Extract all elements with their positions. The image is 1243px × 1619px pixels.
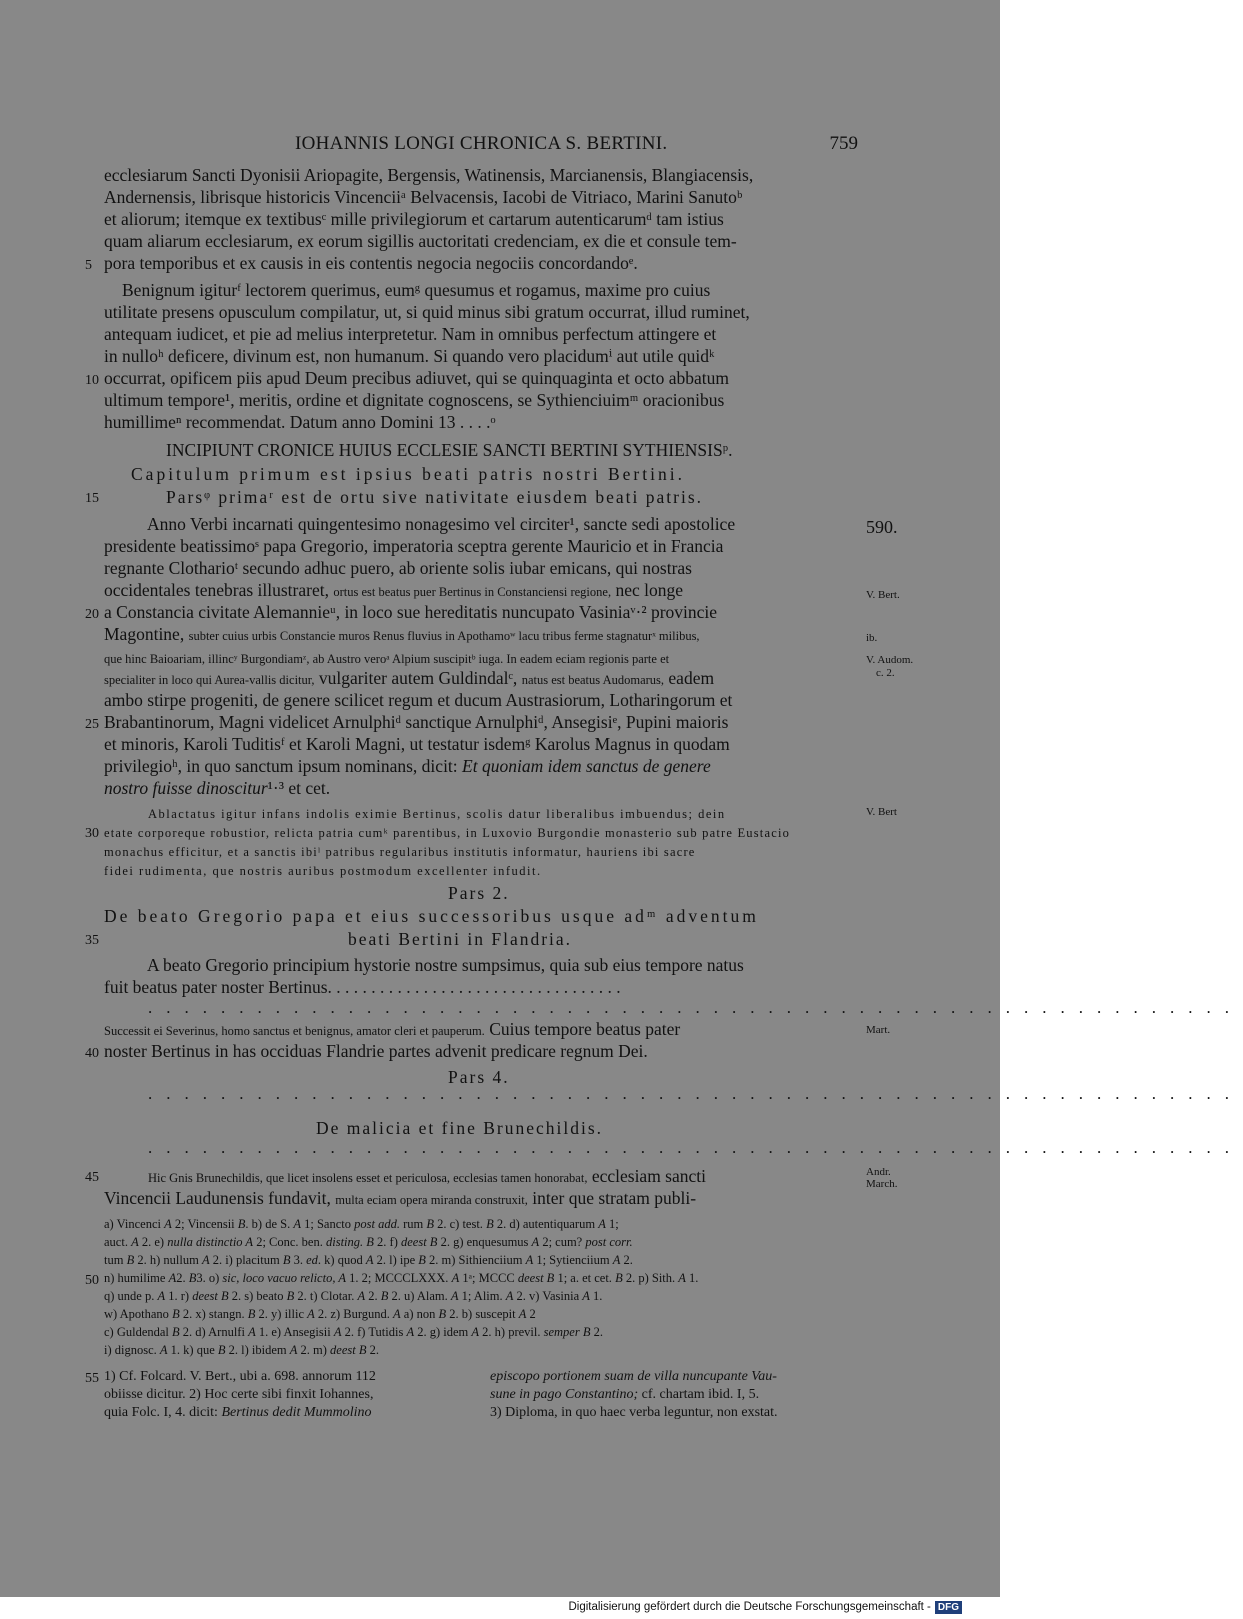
text-line: et aliorum; itemque ex textibusᶜ mille privilegiorum et cartarum autenticarumᵈ tam istius bbox=[104, 209, 724, 229]
text-line: fidei rudimenta, que nostris auribus postmodum excellenter infudit. bbox=[104, 864, 542, 878]
text-line: i) dignosc. A 1. k) que B 2. l) ibidem A 2. m) deest B 2. bbox=[104, 1343, 379, 1357]
margin-note: ib. bbox=[866, 632, 878, 644]
text-line: Brabantinorum, Magni videlicet Arnulphiᵈ sanctique Arnulphiᵈ, Ansegisiᵉ, Pupini maioris bbox=[104, 712, 729, 732]
footer-credit: Digitalisierung gefördert durch die Deutsche Forschungsgemeinschaft - bbox=[568, 1601, 931, 1613]
text-line: Capitulum primum est ipsius beati patris nostri Bertini. bbox=[131, 464, 685, 484]
text-line: specialiter in loco qui Aurea-vallis dicitur, vulgariter autem Guldindalᶜ, natus est beatus Audomarus, eadem bbox=[104, 668, 715, 688]
line-number: 15 bbox=[85, 491, 99, 506]
text-line: quam aliarum ecclesiarum, ex eorum sigillis auctoritati credenciam, ex die et consule tem- bbox=[104, 231, 737, 251]
text-line: tum B 2. h) nullum A 2. i) placitum B 3. ed. k) quod A 2. l) ipe B 2. m) Sithienciium A 1; Sytienciium A 2. bbox=[104, 1253, 633, 1267]
text-line: Hic Gnis Brunechildis, que licet insolens esset et periculosa, ecclesias tamen honorabat, ecclesiam sancti bbox=[148, 1166, 707, 1186]
line-number: 10 bbox=[85, 373, 99, 388]
text-line: humillimeⁿ recommendat. Datum anno Domini 13 . . . .ᵒ bbox=[104, 412, 496, 432]
text-line: et minoris, Karoli Tuditisᶠ et Karoli Magni, ut testatur isdemᵍ Karolus Magnus in quodam bbox=[104, 734, 730, 754]
text-line: w) Apothano B 2. x) stangn. B 2. y) illic A 2. z) Burgund. A a) non B 2. b) suscepit A 2 bbox=[104, 1307, 536, 1321]
text-line: a Constancia civitate Alemannieᵘ, in loco sue hereditatis nuncupato Vasiniaᵛ·² provincie bbox=[104, 602, 718, 622]
text-line: utilitate presens opusculum compilatur, ut, si quid minus sibi gratum occurrat, illud ruminet, bbox=[104, 302, 750, 322]
text-line: auct. A 2. e) nulla distinctio A 2; Conc. ben. disting. B 2. f) deest B 2. g) enquesumus A 2; cum? post corr. bbox=[104, 1235, 633, 1249]
line-number: 40 bbox=[85, 1046, 99, 1061]
text-line: n) humilime A2. B3. o) sic, loco vacuo relicto, A 1. 2; MCCCLXXX. A 1ᵃ; MCCC deest B 1; a. et cet. B 2. p) Sith. A 1. bbox=[104, 1271, 699, 1285]
ellipsis-row: ............................................................ bbox=[148, 998, 1243, 1017]
line-number: 25 bbox=[85, 717, 99, 732]
text-line: A beato Gregorio principium hystorie nostre sumpsimus, quia sub eius tempore natus bbox=[147, 955, 744, 975]
text-line: Benignum igiturᶠ lectorem querimus, eumᵍ quesumus et rogamus, maxime pro cuius bbox=[122, 280, 711, 300]
line-number: 30 bbox=[85, 826, 99, 841]
text-line: regnante Clotharioᵗ secundo adhuc puero, ab oriente solis iubar emicans, qui nostras bbox=[104, 558, 692, 578]
margin-note: V. Bert. bbox=[866, 589, 900, 601]
text-line: Pars 2. bbox=[448, 883, 510, 903]
page-number: 759 bbox=[829, 133, 858, 154]
text-line: quia Folc. I, 4. dicit: Bertinus dedit Mummolino bbox=[104, 1405, 372, 1420]
text-line: 1) Cf. Folcard. V. Bert., ubi a. 698. annorum 112 bbox=[104, 1369, 376, 1384]
running-header bbox=[0, 133, 1000, 157]
text-line: Pars 4. bbox=[448, 1067, 510, 1087]
line-number: 55 bbox=[85, 1371, 99, 1386]
text-line: Successit ei Severinus, homo sanctus et benignus, amator cleri et pauperum. Cuius tempore beatus pater bbox=[104, 1019, 681, 1039]
page-footer bbox=[0, 1597, 1000, 1619]
text-line: ambo stirpe progeniti, de genere scilicet regum et ducum Austrasiorum, Lotharingorum et bbox=[104, 690, 733, 710]
text-line: Vincencii Laudunensis fundavit, multa eciam opera miranda construxit, inter que stratam publi- bbox=[104, 1188, 697, 1208]
text-line: occidentales tenebras illustraret, ortus est beatus puer Bertinus in Constanciensi regione, nec longe bbox=[104, 580, 684, 600]
margin-note: Andr. bbox=[866, 1166, 891, 1178]
margin-note: 590. bbox=[866, 517, 898, 537]
text-line: a) Vincenci A 2; Vincensii B. b) de S. A 1; Sancto post add. rum B 2. c) test. B 2. d) autentiquarum A 1; bbox=[104, 1217, 619, 1231]
line-number: 35 bbox=[85, 933, 99, 948]
ellipsis-row: ............................................................ bbox=[148, 1084, 1243, 1103]
text-line: INCIPIUNT CRONICE HUIUS ECCLESIE SANCTI BERTINI SYTHIENSISᵖ. bbox=[166, 440, 733, 460]
line-number: 5 bbox=[85, 258, 92, 273]
margin-note: V. Audom. bbox=[866, 654, 914, 666]
text-line: fuit beatus pater noster Bertinus. . . . . . . . . . . . . . . . . . . . . . . . . . . . . . . . . . bbox=[104, 977, 621, 997]
line-number: 20 bbox=[85, 607, 99, 622]
text-line: monachus efficitur, et a sanctis ibiˡ patribus regularibus institutis informatur, hauriens ibi sacre bbox=[104, 845, 696, 859]
text-line: sune in pago Constantino; cf. chartam ibid. I, 5. bbox=[490, 1387, 760, 1402]
running-title: IOHANNIS LONGI CHRONICA S. BERTINI. bbox=[295, 133, 668, 154]
text-line: nostro fuisse dinoscitur¹·³ et cet. bbox=[104, 778, 331, 798]
text-line: 3) Diploma, in quo haec verba leguntur, non exstat. bbox=[490, 1405, 778, 1420]
text-line: que hinc Baioariam, illincʸ Burgondiamᶻ, ab Austro veroᵃ Alpium suscipitᵇ iuga. In eadem eciam regionis parte et bbox=[104, 652, 670, 666]
dfg-logo: DFG bbox=[935, 1601, 962, 1614]
margin-note: c. 2. bbox=[876, 667, 895, 679]
text-line: pora temporibus et ex causis in eis contentis negocia negociis concordandoᵉ. bbox=[104, 253, 638, 273]
text-line: episcopo portionem suam de villa nuncupante Vau- bbox=[490, 1369, 777, 1384]
text-line: in nulloʰ deficere, divinum est, non humanum. Si quando vero placidumⁱ aut utile quidᵏ bbox=[104, 346, 715, 366]
text-line: noster Bertinus in has occiduas Flandrie partes advenit predicare regnum Dei. bbox=[104, 1041, 648, 1061]
text-line: Andernensis, librisque historicis Vincenciiᵃ Belvacensis, Iacobi de Vitriaco, Marini Sanutoᵇ bbox=[104, 187, 743, 207]
margin-note: Mart. bbox=[866, 1024, 891, 1036]
text-line: Magontine, subter cuius urbis Constancie muros Renus fluvius in Apothamoʷ lacu tribus ferme stagnaturˣ milibus, bbox=[104, 624, 700, 644]
text-line: occurrat, opificem piis apud Deum precibus adiuvet, qui se quinquaginta et octo abbatum bbox=[104, 368, 729, 388]
text-line: De beato Gregorio papa et eius successoribus usque adᵐ adventum bbox=[104, 906, 759, 926]
text-line: obiisse dicitur. 2) Hoc certe sibi finxit Iohannes, bbox=[104, 1387, 374, 1402]
margin-note: V. Bert bbox=[866, 806, 897, 818]
text-line: Parsᵠ primaʳ est de ortu sive nativitate eiusdem beati patris. bbox=[166, 487, 704, 507]
text-line: antequam iudicet, et pie ad melius interpretetur. Nam in omnibus perfectum attingere et bbox=[104, 324, 717, 344]
text-line: ecclesiarum Sancti Dyonisii Ariopagite, Bergensis, Watinensis, Marcianensis, Blangiacensis, bbox=[104, 165, 754, 185]
text-line: beati Bertini in Flandria. bbox=[348, 929, 573, 949]
text-line: c) Guldendal B 2. d) Arnulfi A 1. e) Ansegisii A 2. f) Tutidis A 2. g) idem A 2. h) previl. semper B 2. bbox=[104, 1325, 603, 1339]
text-line: ultimum tempore¹, meritis, ordine et dignitate cognoscens, se Sythienciuimᵐ oracionibus bbox=[104, 390, 725, 410]
text-line: Anno Verbi incarnati quingentesimo nonagesimo vel circiter¹, sancte sedi apostolice bbox=[147, 514, 736, 534]
text-line: privilegioʰ, in quo sanctum ipsum nominans, dicit: Et quoniam idem sanctus de genere bbox=[104, 756, 711, 776]
line-number: 50 bbox=[85, 1273, 99, 1288]
text-line: etate corporeque robustior, relicta patria cumᵏ parentibus, in Luxovio Burgondie monasterio sub patre Eustacio bbox=[104, 826, 791, 840]
text-line: presidente beatissimoˢ papa Gregorio, imperatoria sceptra gerente Mauricio et in Francia bbox=[104, 536, 724, 556]
ellipsis-row: ............................................................ bbox=[148, 1138, 1243, 1157]
text-line: q) unde p. A 1. r) deest B 2. s) beato B 2. t) Clotar. A 2. B 2. u) Alam. A 1; Alim. A 2. v) Vasinia A 1. bbox=[104, 1289, 603, 1303]
margin-note: March. bbox=[866, 1178, 898, 1190]
text-line: De malicia et fine Brunechildis. bbox=[316, 1118, 604, 1138]
text-line: Ablactatus igitur infans indolis eximie Bertinus, scolis datur liberalibus imbuendus; dein bbox=[148, 807, 726, 821]
line-number: 45 bbox=[85, 1170, 99, 1185]
